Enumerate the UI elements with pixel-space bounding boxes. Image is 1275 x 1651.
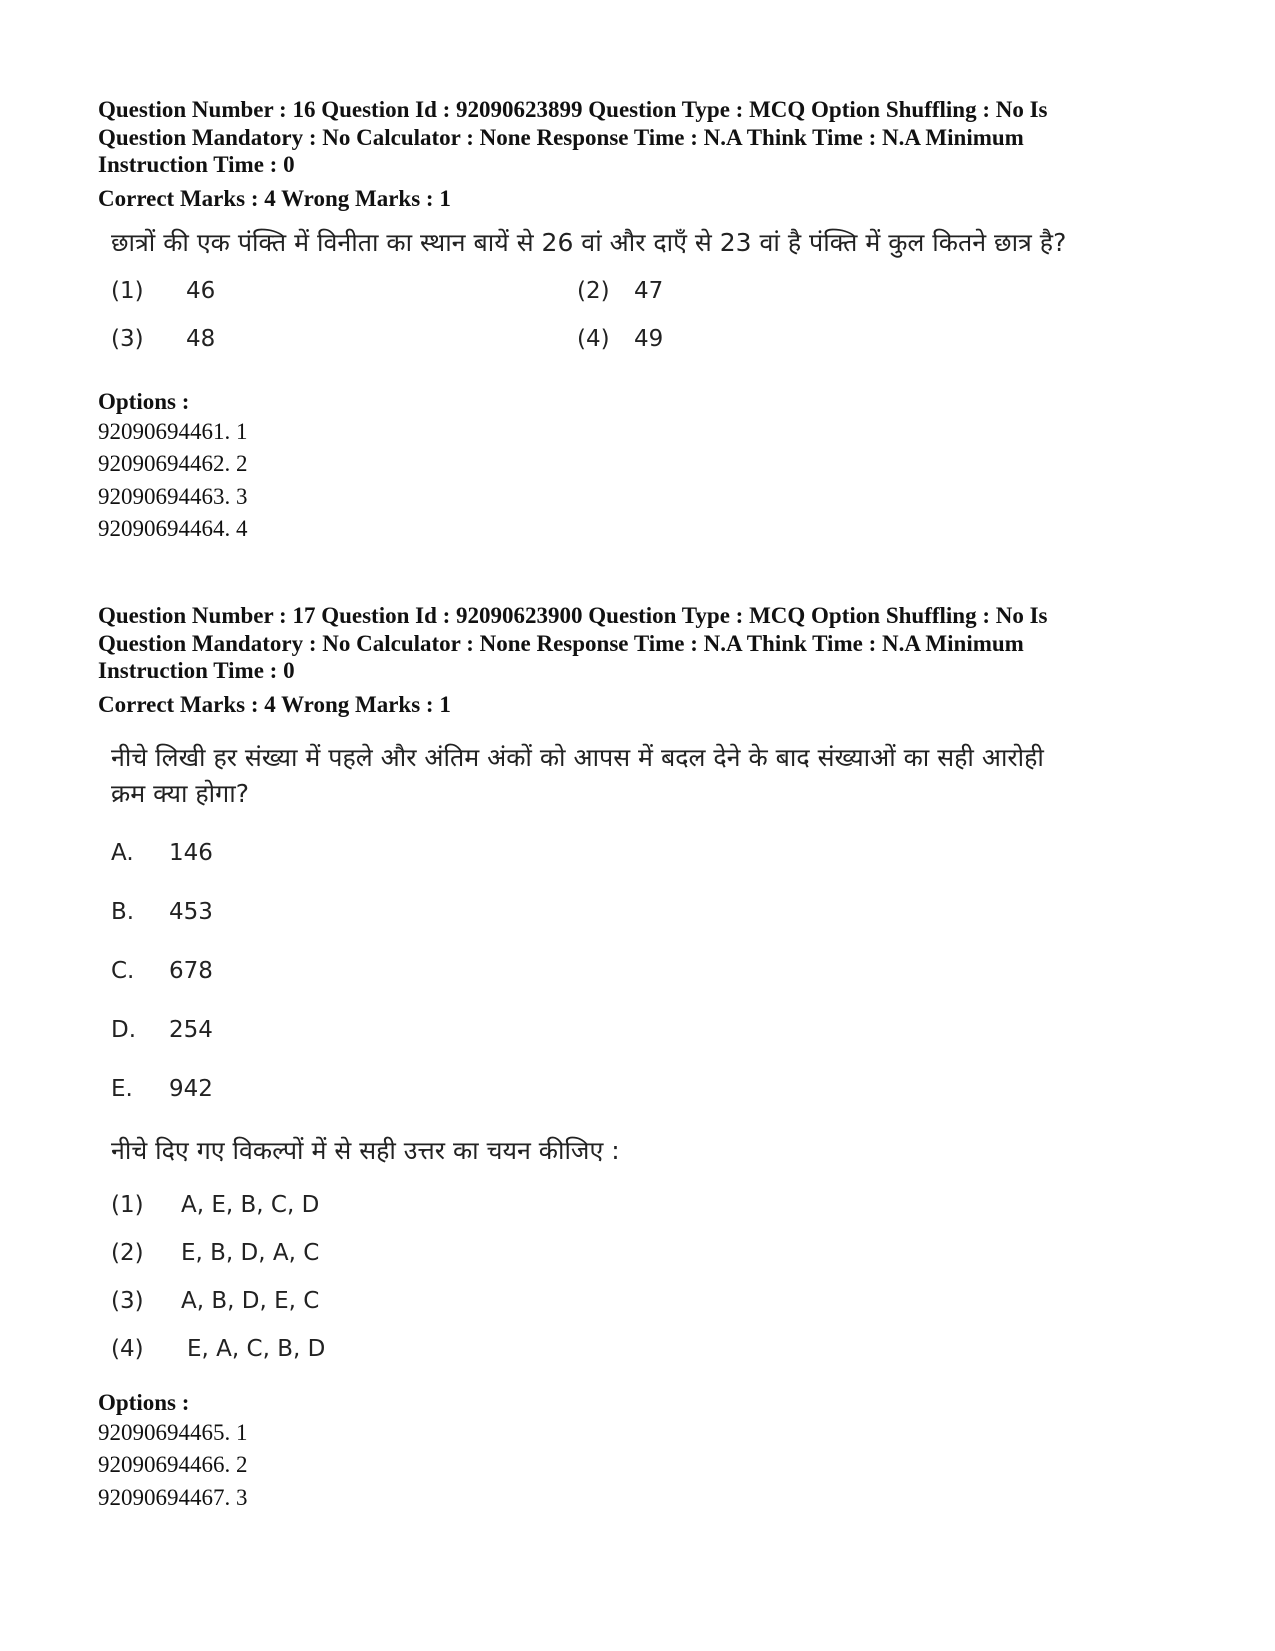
list-item-letter: B. bbox=[111, 899, 135, 925]
answer-choice-text: A, E, B, C, D bbox=[181, 1191, 320, 1218]
answer-choices-grid bbox=[98, 278, 1188, 388]
answer-choice-text: 48 bbox=[186, 325, 216, 352]
question-block-16 bbox=[98, 96, 1188, 546]
question-text: छात्रों की एक पंक्ति में विनीता का स्थान बायें से 26 वां और दाएँ से 23 वां है पंक्ति में कुल कितने छात्र है? bbox=[111, 227, 1067, 257]
list-item-value: 942 bbox=[169, 1076, 213, 1102]
answer-choices-list bbox=[111, 1181, 1188, 1373]
marks-line: Correct Marks : 4 Wrong Marks : 1 bbox=[98, 691, 451, 717]
option-entry: 92090694467. 3 bbox=[98, 1484, 248, 1510]
answer-choice-number: (1) bbox=[111, 277, 144, 304]
list-item bbox=[111, 1001, 1188, 1060]
answer-choice bbox=[111, 1277, 1188, 1325]
answer-choice bbox=[577, 326, 663, 352]
list-item bbox=[111, 824, 1188, 883]
options-label: Options : bbox=[98, 388, 190, 414]
list-item-letter: C. bbox=[111, 958, 135, 984]
answer-choice-text: E, B, D, A, C bbox=[181, 1239, 320, 1266]
question-text-line-1: नीचे लिखी हर संख्या में पहले और अंतिम अंकों को आपस में बदल देने के बाद संख्याओं का सही आरोही bbox=[111, 742, 1044, 772]
answer-choice-text: 47 bbox=[634, 277, 664, 304]
answer-choice bbox=[111, 1325, 1188, 1373]
list-item-value: 146 bbox=[169, 840, 213, 866]
option-entry: 92090694463. 3 bbox=[98, 483, 248, 509]
answer-choice bbox=[111, 1229, 1188, 1277]
option-entry: 92090694464. 4 bbox=[98, 516, 248, 541]
list-item-value: 678 bbox=[169, 958, 213, 984]
answer-choice bbox=[111, 278, 215, 304]
answer-choice-number: (4) bbox=[577, 325, 610, 352]
list-item-letter: A. bbox=[111, 840, 134, 866]
question-meta-line-3: Instruction Time : 0 bbox=[98, 152, 295, 177]
question-meta-line-1: Question Number : 17 Question Id : 92090623900 Question Type : MCQ Option Shuffling : No Is bbox=[98, 603, 1048, 628]
list-item bbox=[111, 1060, 1188, 1119]
list-item-letter: E. bbox=[111, 1076, 133, 1102]
options-label: Options : bbox=[98, 1389, 190, 1415]
answer-choice-text: 46 bbox=[186, 277, 216, 304]
option-entry: 92090694465. 1 bbox=[98, 1419, 248, 1445]
question-block-17 bbox=[98, 602, 1188, 1514]
answer-choice bbox=[577, 278, 663, 304]
question-meta-line-1: Question Number : 16 Question Id : 92090623899 Question Type : MCQ Option Shuffling : No Is bbox=[98, 97, 1048, 122]
answer-choice-number: (2) bbox=[577, 277, 610, 304]
marks-line: Correct Marks : 4 Wrong Marks : 1 bbox=[98, 185, 451, 211]
answer-choice-number: (3) bbox=[111, 325, 144, 352]
question-meta-line-2: Question Mandatory : No Calculator : None Response Time : N.A Think Time : N.A Minimum bbox=[98, 630, 1024, 656]
list-item-value: 254 bbox=[169, 1017, 213, 1043]
answer-choice bbox=[111, 326, 215, 352]
answer-choice-number: (2) bbox=[111, 1239, 144, 1266]
question-text-line-2: क्रम क्या होगा? bbox=[111, 778, 249, 808]
answer-choice bbox=[111, 1181, 1188, 1229]
answer-choice-number: (4) bbox=[111, 1335, 144, 1362]
option-entry: 92090694466. 2 bbox=[98, 1452, 248, 1477]
question-meta-line-3: Instruction Time : 0 bbox=[98, 658, 295, 683]
answer-choice-number: (3) bbox=[111, 1287, 144, 1314]
question-meta-line-2: Question Mandatory : No Calculator : None Response Time : N.A Think Time : N.A Minimum bbox=[98, 124, 1024, 150]
list-item-value: 453 bbox=[169, 899, 213, 925]
answer-choice-text: A, B, D, E, C bbox=[181, 1287, 320, 1314]
option-entry: 92090694462. 2 bbox=[98, 451, 248, 476]
instruction-text: नीचे दिए गए विकल्पों में से सही उत्तर का चयन कीजिए : bbox=[111, 1135, 620, 1165]
answer-choice-number: (1) bbox=[111, 1191, 144, 1218]
list-item bbox=[111, 942, 1188, 1001]
answer-choice-text: E, A, C, B, D bbox=[187, 1335, 326, 1362]
answer-choice-text: 49 bbox=[634, 325, 664, 352]
number-list bbox=[111, 824, 1188, 1119]
list-item-letter: D. bbox=[111, 1017, 137, 1043]
list-item bbox=[111, 883, 1188, 942]
option-entry: 92090694461. 1 bbox=[98, 418, 248, 444]
